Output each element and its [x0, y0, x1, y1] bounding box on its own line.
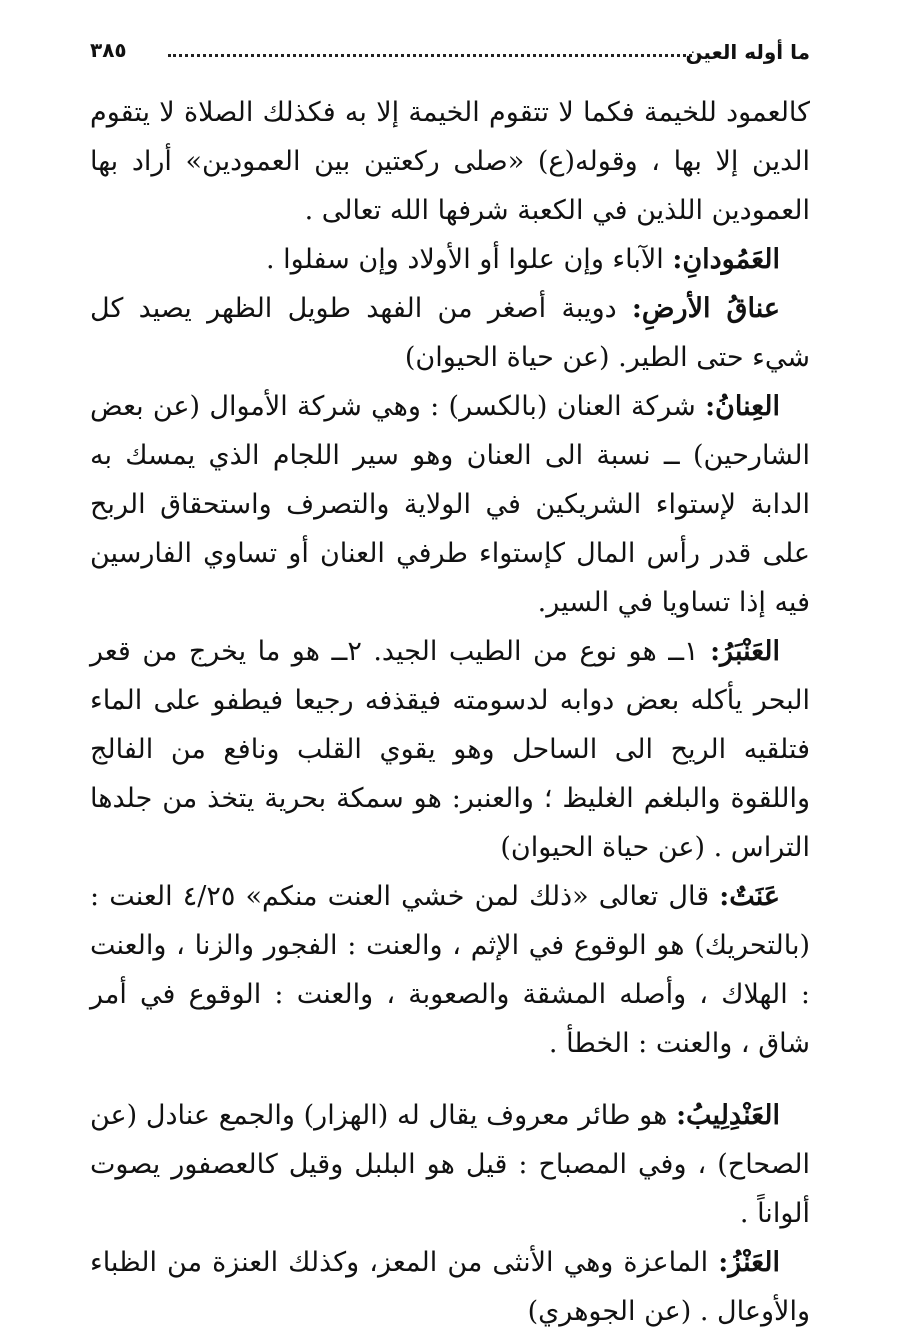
- book-page: [90, 30, 810, 1327]
- entry-definition: دويبة أصغر من الفهد طويل الظهر يصيد كل شيء حتى الطير. (عن حياة الحيوان): [90, 293, 810, 373]
- entry-definition: ١ــ هو نوع من الطيب الجيد. ٢ــ هو ما يخرج من قعر البحر يأكله بعض دوابه لدسومته فيقذفه رجيعا فيطفو على الماء فتلقيه الريح الى الساحل وهو يقوي القلب ونافع من الفالج واللقوة والبلغم الغليظ ؛ والعنبر: هو سمكة بحرية يتخذ من جلدها التراس . (عن حياة الحيوان): [90, 636, 810, 863]
- paragraph-spacer: [90, 1068, 810, 1091]
- entry-term: العَنْبَرُ:: [710, 636, 780, 667]
- entry-definition: الماعزة وهي الأنثى من المعز، وكذلك العنزة من الظباء والأوعال . (عن الجوهري): [90, 1247, 810, 1327]
- entry-term: عَنَتٌ:: [719, 881, 780, 912]
- entry-term: العَنْزُ:: [718, 1247, 780, 1278]
- entry-term: العَنْدِلِيبُ:: [676, 1100, 780, 1131]
- dotted-leader: [168, 54, 692, 57]
- page-header: [90, 30, 810, 74]
- entry-al-anz: [90, 1238, 810, 1336]
- entry-definition: شركة العنان (بالكسر) : وهي شركة الأموال (عن بعض الشارحين) ــ نسبة الى العنان وهو سير اللجام الذي يمسك به الدابة لإستواء الشريكين في الولاية والتصرف واستحقاق الربح على قدر رأس المال كإستواء طرفي العنان أو تساوي الفارسين فيه إذا تساويا في السير.: [90, 391, 810, 618]
- entry-al-anbar: [90, 627, 810, 872]
- entry-al-inan: [90, 382, 810, 627]
- running-title: ما أوله العين: [685, 40, 810, 64]
- entry-al-andalib: [90, 1091, 810, 1238]
- entry-anaq-al-ard: [90, 284, 810, 382]
- entry-term: عناقُ الأرضِ:: [631, 293, 780, 324]
- dictionary-content: [90, 88, 810, 1336]
- entry-definition: الآباء وإن علوا أو الأولاد وإن سفلوا .: [265, 244, 673, 275]
- entry-term: العَمُودانِ:: [672, 244, 780, 275]
- page-number: ٣٨٥: [90, 38, 127, 62]
- entry-definition: قال تعالى «ذلك لمن خشي العنت منكم» ٤/٢٥ العنت : (بالتحريك) هو الوقوع في الإثم ، والعنت : الفجور والزنا ، والعنت : الهلاك ، وأصله المشقة والصعوبة ، والعنت : الوقوع في أمر شاق ، والعنت : الخطأ .: [90, 881, 810, 1059]
- entry-anat: [90, 872, 810, 1068]
- entry-definition: هو طائر معروف يقال له (الهزار) والجمع عنادل (عن الصحاح) ، وفي المصباح : قيل هو البلبل وقيل كالعصفور يصوت ألواناً .: [90, 1100, 810, 1229]
- paragraph-text: كالعمود للخيمة فكما لا تتقوم الخيمة إلا به فكذلك الصلاة لا يتقوم الدين إلا بها ، وقوله(ع) «صلى ركعتين بين العمودين» أراد بها العمودين اللذين في الكعبة شرفها الله تعالى .: [90, 97, 810, 226]
- continuation-paragraph: [90, 88, 810, 235]
- entry-al-amudan: [90, 235, 810, 284]
- entry-term: العِنانُ:: [705, 391, 780, 422]
